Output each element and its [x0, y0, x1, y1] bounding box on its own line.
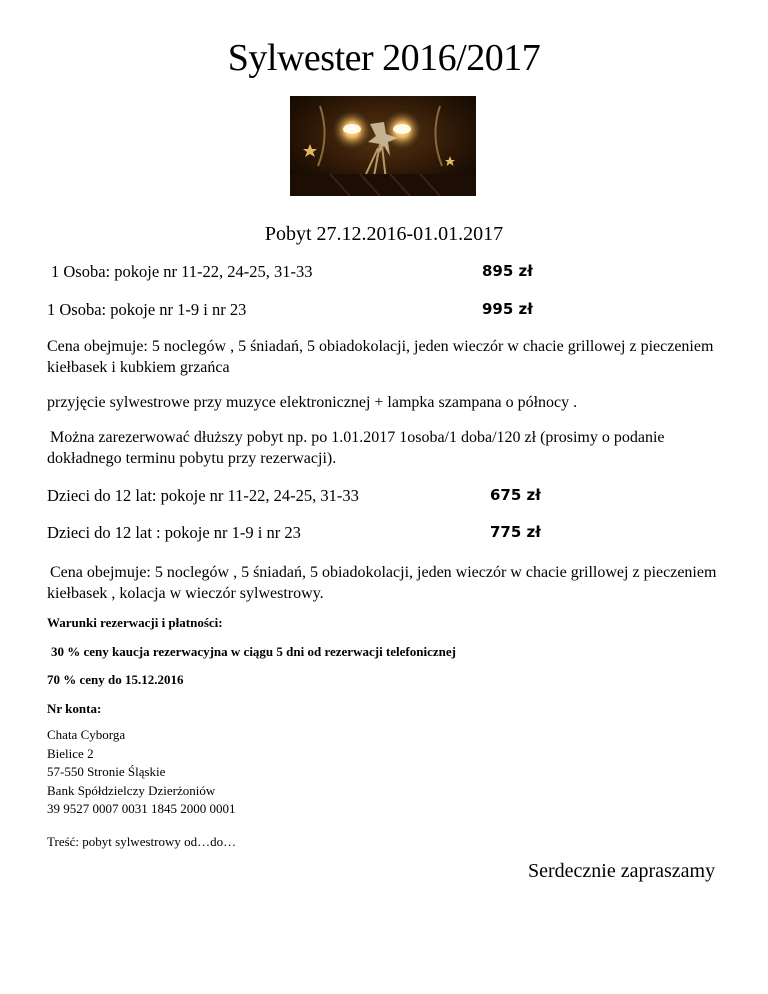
- account-city: 57-550 Stronie Śląskie: [47, 764, 166, 779]
- account-number: 39 9527 0007 0031 1845 2000 0001: [47, 801, 236, 816]
- account-bank: Bank Spółdzielczy Dzierżoniów: [47, 782, 216, 798]
- party-photo-image: [290, 96, 476, 196]
- adult-price-value-1: 895 zł: [482, 262, 533, 280]
- adult-includes-text: Cena obejmuje: 5 noclegów , 5 śniadań, 5 obiadokolacji, jeden wieczór w chacie grillowej z pieczeniem kiełbasek i kubkiem grzańca: [47, 338, 714, 376]
- child-price-value-1: 675 zł: [490, 486, 541, 504]
- deposit-text: 30 % ceny kaucja rezerwacyjna w ciągu 5 dni od rezerwacji telefonicznej: [51, 644, 456, 659]
- account-heading: Nr konta:: [47, 701, 102, 716]
- transfer-title: Treść: pobyt sylwestrowy od…do…: [47, 834, 237, 849]
- adult-price-label-2: 1 Osoba: pokoje nr 1-9 i nr 23: [47, 300, 247, 319]
- child-price-label-2: Dzieci do 12 lat : pokoje nr 1-9 i nr 23: [47, 523, 301, 542]
- account-details: [47, 726, 236, 819]
- stay-dates: Pobyt 27.12.2016-01.01.2017: [264, 223, 504, 245]
- page-title: Sylwester 2016/2017: [227, 37, 541, 79]
- extension-text: Można zarezerwować dłuższy pobyt np. po 1.01.2017 1osoba/1 doba/120 zł (prosimy o podanie dokładnego terminu pobytu przy rezerwacji).: [47, 429, 665, 467]
- child-includes-text: Cena obejmuje: 5 noclegów , 5 śniadań, 5 obiadokolacji, jeden wieczór w chacie grillowej z pieczeniem kiełbasek , kolacja w wieczór sylwestrowy.: [47, 564, 717, 602]
- account-name: Chata Cyborga: [47, 727, 126, 742]
- closing-text: Serdecznie zapraszamy: [528, 860, 716, 882]
- adult-price-label-1: 1 Osoba: pokoje nr 11-22, 24-25, 31-33: [51, 262, 313, 281]
- adult-price-value-2: 995 zł: [482, 300, 533, 318]
- account-street: Bielice 2: [47, 745, 94, 761]
- party-text: przyjęcie sylwestrowe przy muzyce elektronicznej + lampka szampana o północy .: [47, 394, 578, 411]
- child-price-label-1: Dzieci do 12 lat: pokoje nr 11-22, 24-25, 31-33: [47, 486, 359, 505]
- party-photo: [290, 96, 476, 196]
- child-price-value-2: 775 zł: [490, 523, 541, 541]
- remainder-text: 70 % ceny do 15.12.2016: [47, 672, 184, 687]
- conditions-heading: Warunki rezerwacji i płatności:: [47, 615, 223, 630]
